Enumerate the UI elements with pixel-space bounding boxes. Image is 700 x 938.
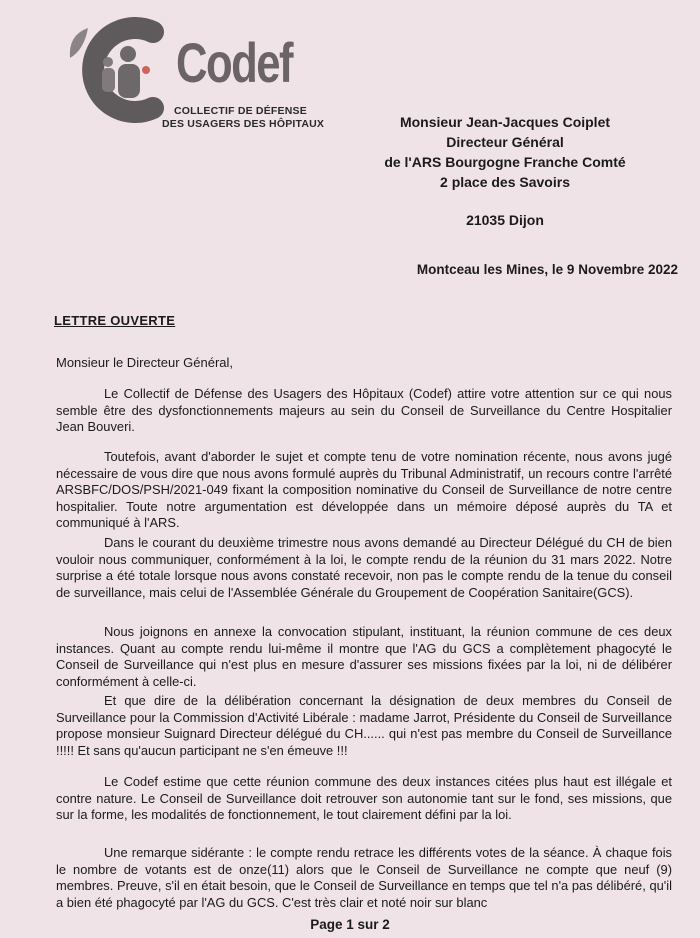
paragraph-7 xyxy=(56,845,672,911)
logo-wordmark: Codef xyxy=(176,31,292,94)
recipient-title: Directeur Général xyxy=(446,134,564,150)
paragraph-text: Le Collectif de Défense des Usagers des Hôpitaux (Codef) attire votre attention sur ce qui nous semble être des dysfonctionnements majeurs au sein du Conseil de Surveillance du Centre Hospitalier Jean Bouveri. xyxy=(56,386,672,435)
paragraph-3 xyxy=(56,535,672,601)
recipient-org: de l'ARS Bourgogne Franche Comté xyxy=(384,154,626,170)
codef-logo xyxy=(58,10,325,130)
paragraph-text: Le Codef estime que cette réunion commune des deux instances citées plus haut est illégale et contre nature. Le Conseil de Surveillance doit retrouver son autonomie tant sur le fond, ses missions, que sur la forme, les modalités de fonctionnement, le tout clairement défini par la loi. xyxy=(56,774,672,823)
paragraph-text: Nous joignons en annexe la convocation stipulant, instituant, la réunion commune de ces deux instances. Quant au compte rendu lui-même il montre que l'AG du GCS a complètement phagocyté le Conseil de Surveillance qui n'est plus en mesure d'assurer ses missions fixées par la loi, ni de délibérer conformément à celle-ci. xyxy=(56,624,672,689)
date-line: Montceau les Mines, le 9 Novembre 2022 xyxy=(416,262,678,277)
recipient-city: 21035 Dijon xyxy=(466,212,544,228)
paragraph-text: Dans le courant du deuxième trimestre nous avons demandé au Directeur Délégué du CH de bien vouloir nous communiquer, conformément à la loi, le compte rendu de la réunion du 31 mars 2022. Notre surprise a été totale lorsque nous avons constaté recevoir, non pas le compte rendu de la tenue du conseil de surveillance, mais celui de l'Assemblée Générale du Groupement de Coopération Sanitaire(GCS). xyxy=(56,535,672,600)
salutation: Monsieur le Directeur Général, xyxy=(56,355,234,370)
paragraph-text: Et que dire de la délibération concernant la désignation de deux membres du Conseil de Surveillance pour la Commission d'Activité Libérale : madame Jarrot, Présidente du Conseil de Surveillance propose monsieur Suignard Directeur délégué du CH...... qui n'est pas membre du Conseil de Surveillance !!!!! Et sans qu'aucun participant ne s'en émeuve !!! xyxy=(56,693,672,758)
logo-subtitle-line1: COLLECTIF DE DÉFENSE xyxy=(174,105,307,117)
recipient-name: Monsieur Jean-Jacques Coiplet xyxy=(399,114,611,130)
paragraph-text: Une remarque sidérante : le compte rendu retrace les différents votes de la séance. À chaque fois le nombre de votants est de onze(11) alors que le Conseil de Surveillance ne compte que neuf (9) membres. Preuve, s'il en était besoin, que le Conseil de Surveillance en temps que tel n'a pas délibéré, qu'il a bien été phagocyté par l'AG du GCS. C'est très clair et noté noir sur blanc xyxy=(56,845,672,910)
logo-subtitle-line2: DES USAGERS DES HÔPITAUX xyxy=(162,118,325,130)
paragraph-4 xyxy=(56,624,672,690)
paragraph-1 xyxy=(56,386,672,436)
recipient-address xyxy=(340,112,670,230)
paragraph-5 xyxy=(56,693,672,759)
page-number: Page 1 sur 2 xyxy=(310,917,390,932)
letter-heading: LETTRE OUVERTE xyxy=(54,313,176,328)
paragraph-2 xyxy=(56,449,672,532)
recipient-street: 2 place des Savoirs xyxy=(440,174,570,190)
paragraph-6 xyxy=(56,774,672,824)
paragraph-text: Toutefois, avant d'aborder le sujet et compte tenu de votre nomination récente, nous avons jugé nécessaire de vous dire que nous avons formulé auprès du Tribunal Administratif, un recours contre l'arrêté ARSBFC/DOS/PSH/2021-049 fixant la composition nominative du Conseil de Surveillance de notre centre hospitalier. Toute notre argumentation est développée dans un mémoire déposé auprès du TA et communiqué à l'ARS. xyxy=(56,449,672,531)
